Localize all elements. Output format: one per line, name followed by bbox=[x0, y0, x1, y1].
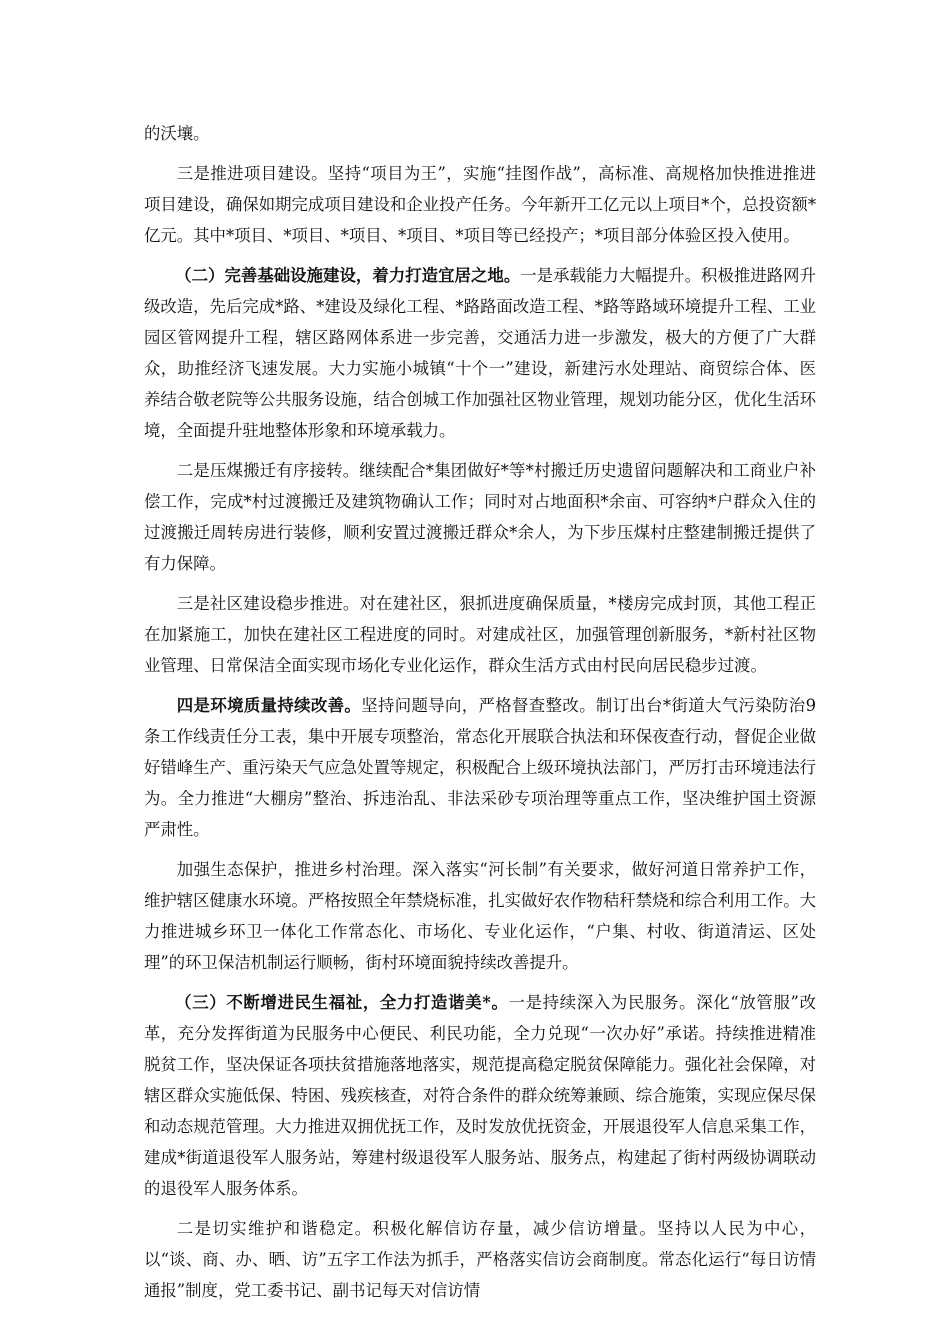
paragraph-text: 三是推进项目建设。坚持“项目为王”，实施“挂图作战”，高标准、高规格加快推进推进项目建设，确保如期完成项目建设和企业投产任务。今年新开工亿元以上项目*个，总投资额*亿元。其中*项目、*项目、*项目、*项目、*项目等已经投产；*项目部分体验区投入使用。 bbox=[144, 164, 817, 245]
paragraph-text: 二是压煤搬迁有序接转。继续配合*集团做好*等*村搬迁历史遗留问题解决和工商业户补偿工作，完成*村过渡搬迁及建筑物确认工作；同时对占地面积*余亩、可容纳*户群众入住的过渡搬迁周转房进行装修，顺利安置过渡搬迁群众*余人，为下步压煤村庄整建制搬迁提供了有力保障。 bbox=[144, 461, 816, 573]
paragraph-text: 一是承载能力大幅提升。积极推进路网升级改造，先后完成*路、*建设及绿化工程、*路路面改造工程、*路等路域环境提升工程、工业园区管网提升工程，辖区路网体系进一步完善，交通活力进一步激发，极大的方便了广大群众，助推经济飞速发展。大力实施小城镇“十个一”建设，新建污水处理站、商贸综合体、医养结合敬老院等公共服务设施，结合创城工作加强社区物业管理，规划功能分区，优化生活环境，全面提升驻地整体形象和环境承载力。 bbox=[144, 266, 817, 440]
paragraph-text: 二是切实维护和谐稳定。积极化解信访存量，减少信访增量。坚持以人民为中心，以“谈、商、办、晒、访”五字工作法为抓手，严格落实信访会商制度。常态化运行“每日访情通报”制度，党工委书记、副书记每天对信访情 bbox=[144, 1219, 816, 1300]
paragraph-8 bbox=[144, 987, 816, 1204]
paragraph-text: 的沃壤。 bbox=[144, 124, 210, 143]
paragraph-1 bbox=[144, 118, 816, 149]
section-heading: 四是环境质量持续改善。 bbox=[176, 696, 362, 715]
paragraph-text: 加强生态保护，推进乡村治理。深入落实“河长制”有关要求，做好河道日常养护工作，维护辖区健康水环境。严格按照全年禁烧标准，扎实做好农作物秸秆禁烧和综合利用工作。大力推进城乡环卫一体化工作常态化、市场化、专业化运作，“户集、村收、街道清运、区处理”的环卫保洁机制运行顺畅，街村环境面貌持续改善提升。 bbox=[144, 860, 817, 972]
paragraph-6 bbox=[144, 690, 816, 845]
paragraph-7 bbox=[144, 854, 816, 978]
paragraph-text: 三是社区建设稳步推进。对在建社区，狠抓进度确保质量，*楼房完成封顶，其他工程正在加紧施工，加快在建社区工程进度的同时。对建成社区，加强管理创新服务，*新村社区物业管理、日常保洁全面实现市场化专业化运作，群众生活方式由村民向居民稳步过渡。 bbox=[144, 594, 816, 675]
paragraph-text: 坚持问题导向，严格督查整改。制订出台*街道大气污染防治9条工作线责任分工表，集中开展专项整治，常态化开展联合执法和环保夜查行动，督促企业做好错峰生产、重污染天气应急处置等规定，积极配合上级环境执法部门，严厉打击环境违法行为。全力推进“大棚房”整治、拆违治乱、非法采砂专项治理等重点工作，坚决维护国土资源严肃性。 bbox=[144, 696, 817, 839]
section-heading: （三）不断增进民生福祉，全力打造谐美*。 bbox=[175, 993, 509, 1012]
paragraph-2 bbox=[144, 158, 816, 251]
paragraph-3 bbox=[144, 260, 816, 446]
section-heading: （二）完善基础设施建设，着力打造宜居之地。 bbox=[175, 266, 521, 285]
paragraph-4 bbox=[144, 455, 816, 579]
document-body bbox=[144, 118, 816, 1315]
paragraph-text: 一是持续深入为民服务。深化“放管服”改革，充分发挥街道为民服务中心便民、利民功能，全力兑现“一次办好”承诺。持续推进精准脱贫工作，坚决保证各项扶贫措施落地落实，规范提高稳定脱贫保障能力。强化社会保障，对辖区群众实施低保、特困、残疾核查，对符合条件的群众统筹兼顾、综合施策，实现应保尽保和动态规范管理。大力推进双拥优抚工作，及时发放优抚资金，开展退役军人信息采集工作，建成*街道退役军人服务站，筹建村级退役军人服务站、服务点，构建起了街村两级协调联动的退役军人服务体系。 bbox=[144, 993, 817, 1198]
paragraph-9 bbox=[144, 1213, 816, 1306]
paragraph-5 bbox=[144, 588, 816, 681]
